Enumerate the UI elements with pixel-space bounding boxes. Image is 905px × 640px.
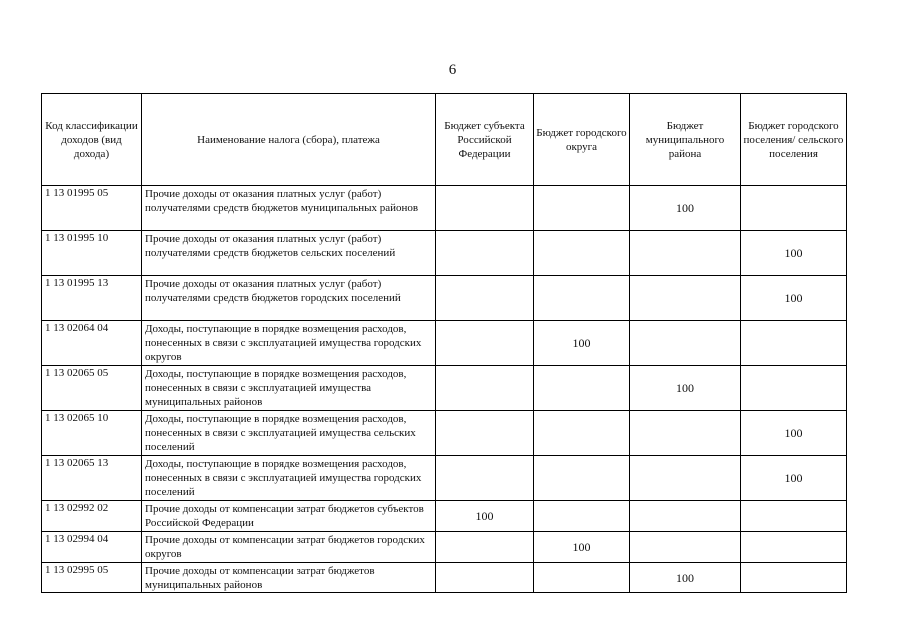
table-row (42, 321, 847, 366)
cell-subject-budget (436, 532, 534, 563)
cell-subject-budget: 100 (436, 501, 534, 532)
table-row (42, 456, 847, 501)
cell-code: 1 13 01995 13 (42, 276, 142, 321)
cell-settlement-budget (741, 532, 847, 563)
cell-name: Доходы, поступающие в порядке возмещения расходов, понесенных в связи с эксплуатацией имущества городских поселений (142, 456, 436, 501)
table-row (42, 276, 847, 321)
cell-municipal-budget (630, 276, 741, 321)
cell-settlement-budget (741, 186, 847, 231)
cell-settlement-budget (741, 501, 847, 532)
header-code: Код классификации доходов (вид дохода) (42, 94, 142, 186)
table-row (42, 186, 847, 231)
page-number: 6 (448, 62, 457, 78)
cell-settlement-budget (741, 366, 847, 411)
cell-city-budget (534, 501, 630, 532)
cell-subject-budget (436, 231, 534, 276)
cell-subject-budget (436, 276, 534, 321)
header-settlement-budget: Бюджет городского поселения/ сельского поселения (741, 94, 847, 186)
cell-subject-budget (436, 186, 534, 231)
header-name: Наименование налога (сбора), платежа (142, 94, 436, 186)
cell-subject-budget (436, 366, 534, 411)
table-row (42, 501, 847, 532)
cell-municipal-budget (630, 456, 741, 501)
cell-name: Доходы, поступающие в порядке возмещения расходов, понесенных в связи с эксплуатацией имущества муниципальных районов (142, 366, 436, 411)
cell-code: 1 13 02065 05 (42, 366, 142, 411)
cell-subject-budget (436, 411, 534, 456)
cell-city-budget (534, 231, 630, 276)
cell-municipal-budget (630, 231, 741, 276)
cell-name: Прочие доходы от компенсации затрат бюджетов муниципальных районов (142, 563, 436, 593)
cell-code: 1 13 01995 05 (42, 186, 142, 231)
cell-city-budget (534, 186, 630, 231)
cell-city-budget: 100 (534, 532, 630, 563)
header-row (42, 94, 847, 186)
cell-city-budget (534, 276, 630, 321)
cell-city-budget: 100 (534, 321, 630, 366)
cell-name: Доходы, поступающие в порядке возмещения расходов, понесенных в связи с эксплуатацией имущества городских округов (142, 321, 436, 366)
cell-subject-budget (436, 563, 534, 593)
table-row (42, 563, 847, 593)
cell-city-budget (534, 411, 630, 456)
cell-subject-budget (436, 456, 534, 501)
cell-settlement-budget (741, 321, 847, 366)
cell-settlement-budget: 100 (741, 411, 847, 456)
cell-municipal-budget: 100 (630, 366, 741, 411)
cell-code: 1 13 02994 04 (42, 532, 142, 563)
table-row (42, 532, 847, 563)
cell-code: 1 13 02064 04 (42, 321, 142, 366)
cell-municipal-budget: 100 (630, 563, 741, 593)
cell-name: Прочие доходы от компенсации затрат бюджетов субъектов Российской Федерации (142, 501, 436, 532)
cell-settlement-budget: 100 (741, 276, 847, 321)
cell-name: Прочие доходы от компенсации затрат бюджетов городских округов (142, 532, 436, 563)
cell-code: 1 13 02995 05 (42, 563, 142, 593)
header-municipal-budget: Бюджет муниципального района (630, 94, 741, 186)
cell-name: Прочие доходы от оказания платных услуг (работ) получателями средств бюджетов сельских поселений (142, 231, 436, 276)
cell-name: Прочие доходы от оказания платных услуг (работ) получателями средств бюджетов городских поселений (142, 276, 436, 321)
cell-city-budget (534, 456, 630, 501)
cell-settlement-budget: 100 (741, 231, 847, 276)
cell-settlement-budget (741, 563, 847, 593)
cell-code: 1 13 01995 10 (42, 231, 142, 276)
cell-city-budget (534, 563, 630, 593)
cell-municipal-budget (630, 321, 741, 366)
header-city-budget: Бюджет городского округа (534, 94, 630, 186)
cell-name: Прочие доходы от оказания платных услуг (работ) получателями средств бюджетов муниципальных районов (142, 186, 436, 231)
revenue-distribution-table (41, 93, 847, 593)
cell-name: Доходы, поступающие в порядке возмещения расходов, понесенных в связи с эксплуатацией имущества сельских поселений (142, 411, 436, 456)
cell-code: 1 13 02065 13 (42, 456, 142, 501)
cell-subject-budget (436, 321, 534, 366)
cell-code: 1 13 02065 10 (42, 411, 142, 456)
table-row (42, 231, 847, 276)
table-row (42, 366, 847, 411)
cell-municipal-budget (630, 501, 741, 532)
cell-municipal-budget (630, 532, 741, 563)
cell-city-budget (534, 366, 630, 411)
header-subject-budget: Бюджет субъекта Российской Федерации (436, 94, 534, 186)
cell-municipal-budget (630, 411, 741, 456)
cell-municipal-budget: 100 (630, 186, 741, 231)
table-row (42, 411, 847, 456)
cell-code: 1 13 02992 02 (42, 501, 142, 532)
cell-settlement-budget: 100 (741, 456, 847, 501)
